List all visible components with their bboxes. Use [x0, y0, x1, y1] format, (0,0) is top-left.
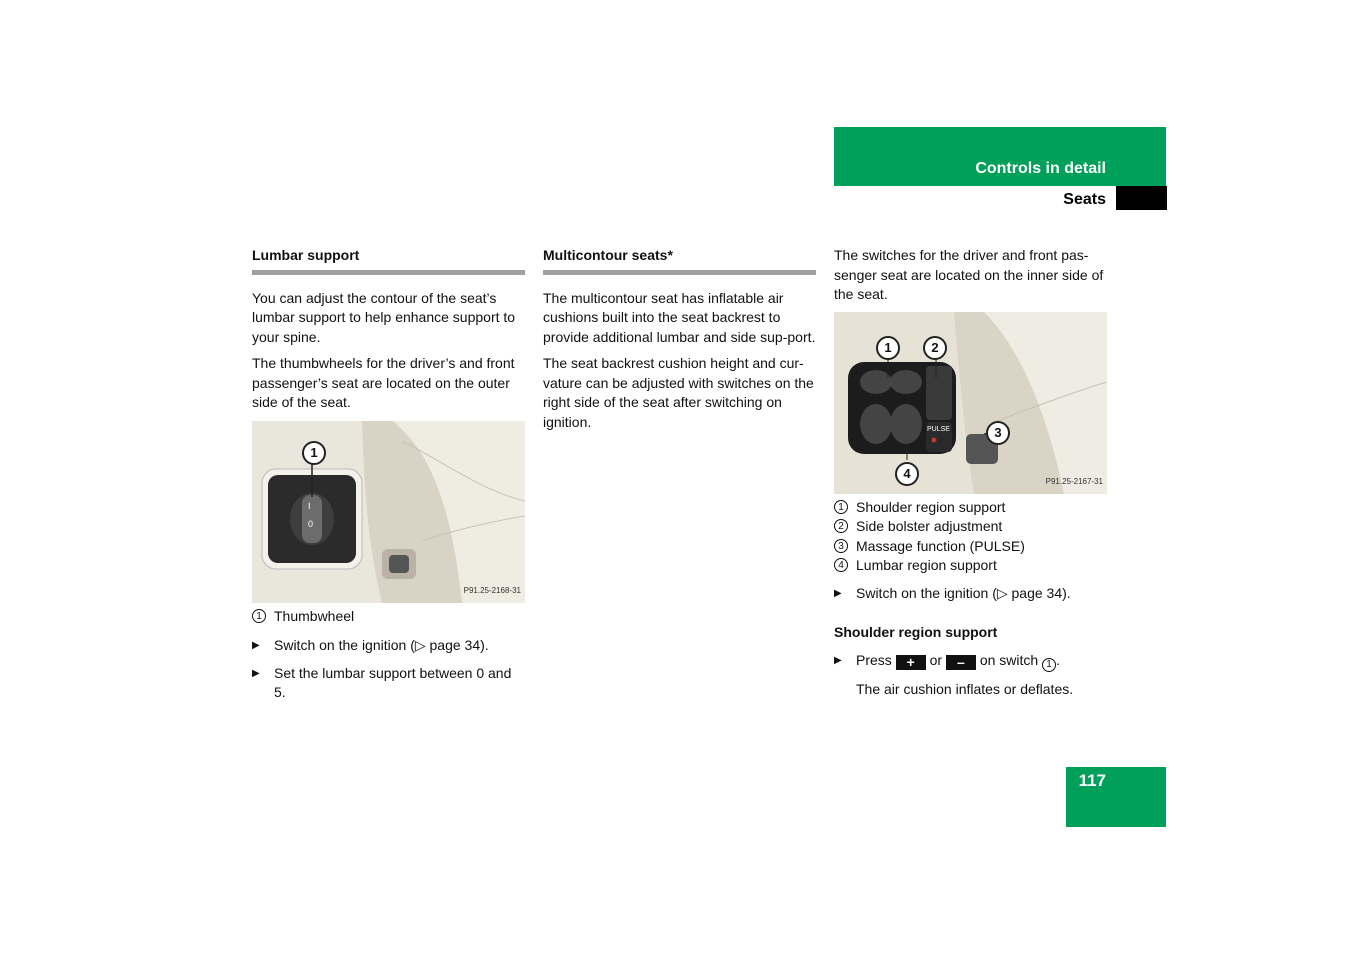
thumbwheel-figure	[252, 421, 525, 603]
callout-1: 1	[876, 336, 900, 360]
bullet-text: Switch on the ignition (▷ page 34).	[856, 584, 1071, 601]
or-word: or	[929, 651, 943, 668]
minus-key-icon: –	[946, 655, 976, 670]
lumbar-heading: Lumbar support	[252, 246, 525, 275]
bullet-ignition	[834, 584, 1107, 604]
switch-panel-figure	[834, 312, 1107, 494]
caption-1	[834, 498, 1107, 518]
bullet-arrow-icon: ▶	[834, 654, 842, 666]
subsection-title: Seats	[1063, 191, 1106, 208]
caption-3	[834, 537, 1107, 557]
caption-text: Thumbwheel	[274, 607, 355, 624]
bullet-text: Switch on the ignition (▷ page 34).	[274, 637, 489, 653]
lumbar-paragraph-1: You can adjust the contour of the seat’s lumbar support to help enhance support to your spine.	[252, 289, 516, 345]
bullet-arrow-icon: ▶	[834, 587, 842, 599]
caption-text: Massage function (PULSE)	[856, 537, 1025, 554]
caption-text: Lumbar region support	[856, 557, 997, 573]
caption-2	[834, 517, 1107, 537]
column-lumbar	[252, 246, 525, 711]
multicontour-paragraph-1: The multicontour seat has inflatable air cushions built into the seat backrest to provide additional lumbar and side sup-port.	[543, 289, 816, 345]
caption-thumbwheel	[252, 607, 525, 627]
header-marker	[1116, 186, 1167, 210]
press-word: Press	[856, 651, 892, 668]
lumbar-paragraph-2: The thumbwheels for the driver’s and front passenger’s seat are located on the outer side of the seat.	[252, 355, 515, 410]
multicontour-heading: Multicontour seats*	[543, 246, 816, 275]
caption-number: 3	[834, 539, 848, 553]
switch-number: 1	[1042, 658, 1056, 672]
callout-1: 1	[302, 441, 326, 465]
callout-2: 2	[923, 336, 947, 360]
switches-intro: The switches for the driver and front pas-senger seat are located on the inner side of the seat.	[834, 247, 1104, 302]
caption-text: Shoulder region support	[856, 498, 1006, 515]
page-number: 117	[1078, 771, 1106, 790]
thumbwheel-illustration	[252, 421, 525, 603]
result-text: The air cushion inflates or deflates.	[856, 680, 1074, 697]
bullet-lumbar-range	[252, 664, 525, 703]
caption-text: Side bolster adjustment	[856, 518, 1003, 534]
pulse-label: PULSE	[927, 425, 950, 433]
figure-code: P91.25-2167-31	[1045, 477, 1103, 486]
caption-number: 1	[834, 500, 848, 514]
caption-number: 2	[834, 519, 848, 533]
switch-panel-illustration	[834, 312, 1107, 494]
callout-4: 4	[895, 462, 919, 486]
callout-3: 3	[986, 421, 1010, 445]
dial-label-0: 0	[308, 518, 314, 529]
bullet-arrow-icon: ▶	[252, 667, 260, 679]
figure-code: P91.25-2168-31	[463, 586, 521, 595]
column-multicontour	[543, 246, 816, 439]
bullet-ignition	[252, 636, 525, 656]
dial-label-i: I	[308, 500, 311, 511]
plus-key-icon: +	[896, 655, 926, 670]
caption-4	[834, 556, 1107, 576]
shoulder-subheading: Shoulder region support	[834, 624, 998, 640]
caption-number: 4	[834, 558, 848, 572]
bullet-press-switch: ▶ Press + or – on switch 1 .	[834, 651, 1060, 670]
section-title: Controls in detail	[975, 160, 1106, 177]
on-switch-text: on switch	[979, 651, 1039, 668]
caption-number: 1	[252, 609, 266, 623]
column-switches	[834, 246, 1107, 706]
bullet-arrow-icon: ▶	[252, 640, 260, 651]
bullet-text: Set the lumbar support between 0 and 5.	[274, 664, 512, 700]
multicontour-paragraph-2: The seat backrest cushion height and cur-vature can be adjusted with switches on the right side of the seat after switching on ignition.	[543, 355, 814, 430]
